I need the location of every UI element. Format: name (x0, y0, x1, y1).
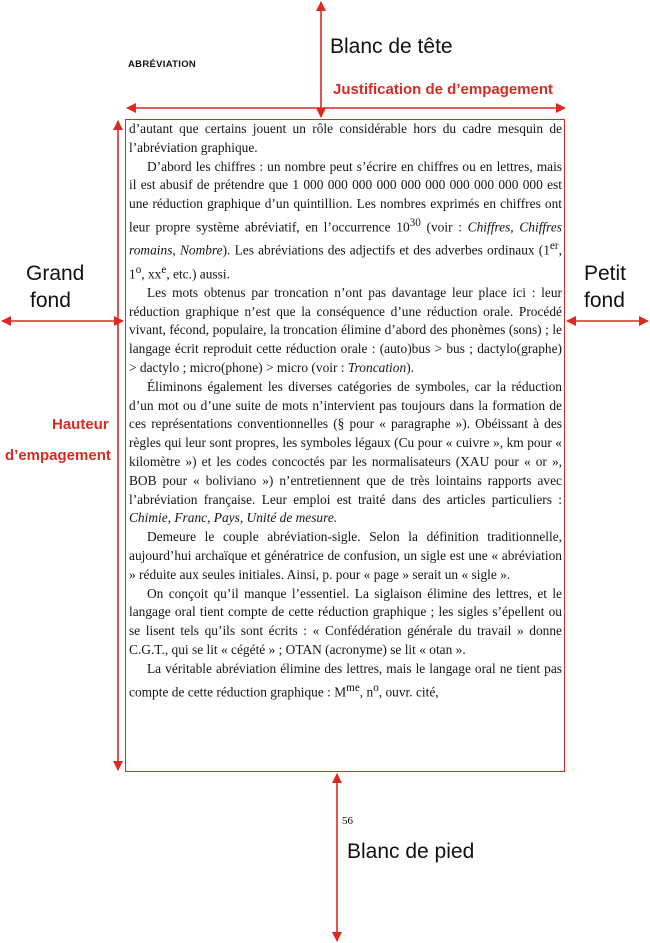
hauteur-label-line1: Hauteur (52, 416, 109, 433)
blanc-de-tete-label: Blanc de tête (330, 35, 453, 58)
paragraph-veritable: La véritable abréviation élimine des lettres, mais le langage oral ne tient pas compte de cette réduction graphique : $M^{me}$, $n^o$, ouvr. cité, (129, 660, 562, 699)
hauteur-label-line2: d’empagement (5, 447, 111, 464)
grand-fond-label-line2: fond (30, 289, 71, 312)
paragraph-continuation: d’autant que certains jouent un rôle considérable hors du cadre mesquin de l’abréviation graphique. (129, 121, 562, 155)
paragraph-chiffres: D’abord les chiffres : un nombre peut s’écrire en chiffres ou en lettres, mais il est abusif de prétendre que 1 000 000 000 000 000 000 000 000 000 000 est une réduction graphique d’un quintillion. Les nombres exprimés en chiffres ont leur propre système abréviatif, en l’occurrence $10^{30}$ (voir : Chiffres, Chiffres romains, Nombre). Les abréviations des adjectifs et des adverbes ordinaux (1er, 1$^o$, $xx^e$, etc.) aussi. (129, 158, 563, 281)
petit-fond-label-line1: Petit (584, 262, 627, 285)
justification-label: Justification de d’empagement (333, 81, 554, 98)
paragraph-sigle: Demeure le couple abréviation-sigle. Selon la définition traditionnelle, aujourd’hui archaïque et génératrice de confusion, un sigle est une « abréviation » réduite aux seules initiales. Ainsi, p. pour « page » serait un « sigle ». (129, 529, 562, 582)
grand-fond-label-line1: Grand (26, 262, 85, 285)
blanc-de-pied-label: Blanc de pied (347, 840, 475, 863)
text-block-frame (125, 119, 565, 772)
body-text (129, 120, 562, 702)
paragraph-troncation: Les mots obtenus par troncation n’ont pas davantage leur place ici : leur réduction graphique n’est que la conséquence d’une réduction orale. Procédé vivant, fécond, populaire, la troncation élimine d’abord des phonèmes (sons) ; le langage écrit reproduit cette réduction orale : (auto)bus > bus ; dactylo(graphe) > dactylo ; micro(phone) > micro (voir : Troncation). (129, 284, 562, 375)
paragraph-symboles: Éliminons également les diverses catégories de symboles, car la réduction d’un mot ou d’une suite de mots n’intervient pas toujours dans la formation de ces représentations conventionnelles (§ pour « paragraphe »). Obéissant à des règles qui leur sont propres, les symboles légaux (Cu pour « cuivre », km pour « kilomètre ») et les codes concoctés par les normalisateurs (XAU pour « or », BOB pour « boliviano ») n’entretiennent que de très lointains rapports avec l’abréviation française. Leur emploi est traité dans des articles particuliers : Chimie, Franc, Pays, Unité de mesure. (129, 378, 562, 526)
running-head: ABRÉVIATION (128, 59, 197, 70)
page-number: 56 (342, 815, 353, 827)
paragraph-siglaison: On conçoit qu’il manque l’essentiel. La siglaison élimine des lettres, et le langage oral tient compte de cette réduction graphique ; les sigles s’épellent ou se lisent tels qu’ils sont écrits : « Confédération générale du travail » donne C.G.T., qui se lit « cégété » ; OTAN (acronyme) se lit « otan ». (129, 585, 562, 657)
petit-fond-label-line2: fond (584, 289, 625, 312)
